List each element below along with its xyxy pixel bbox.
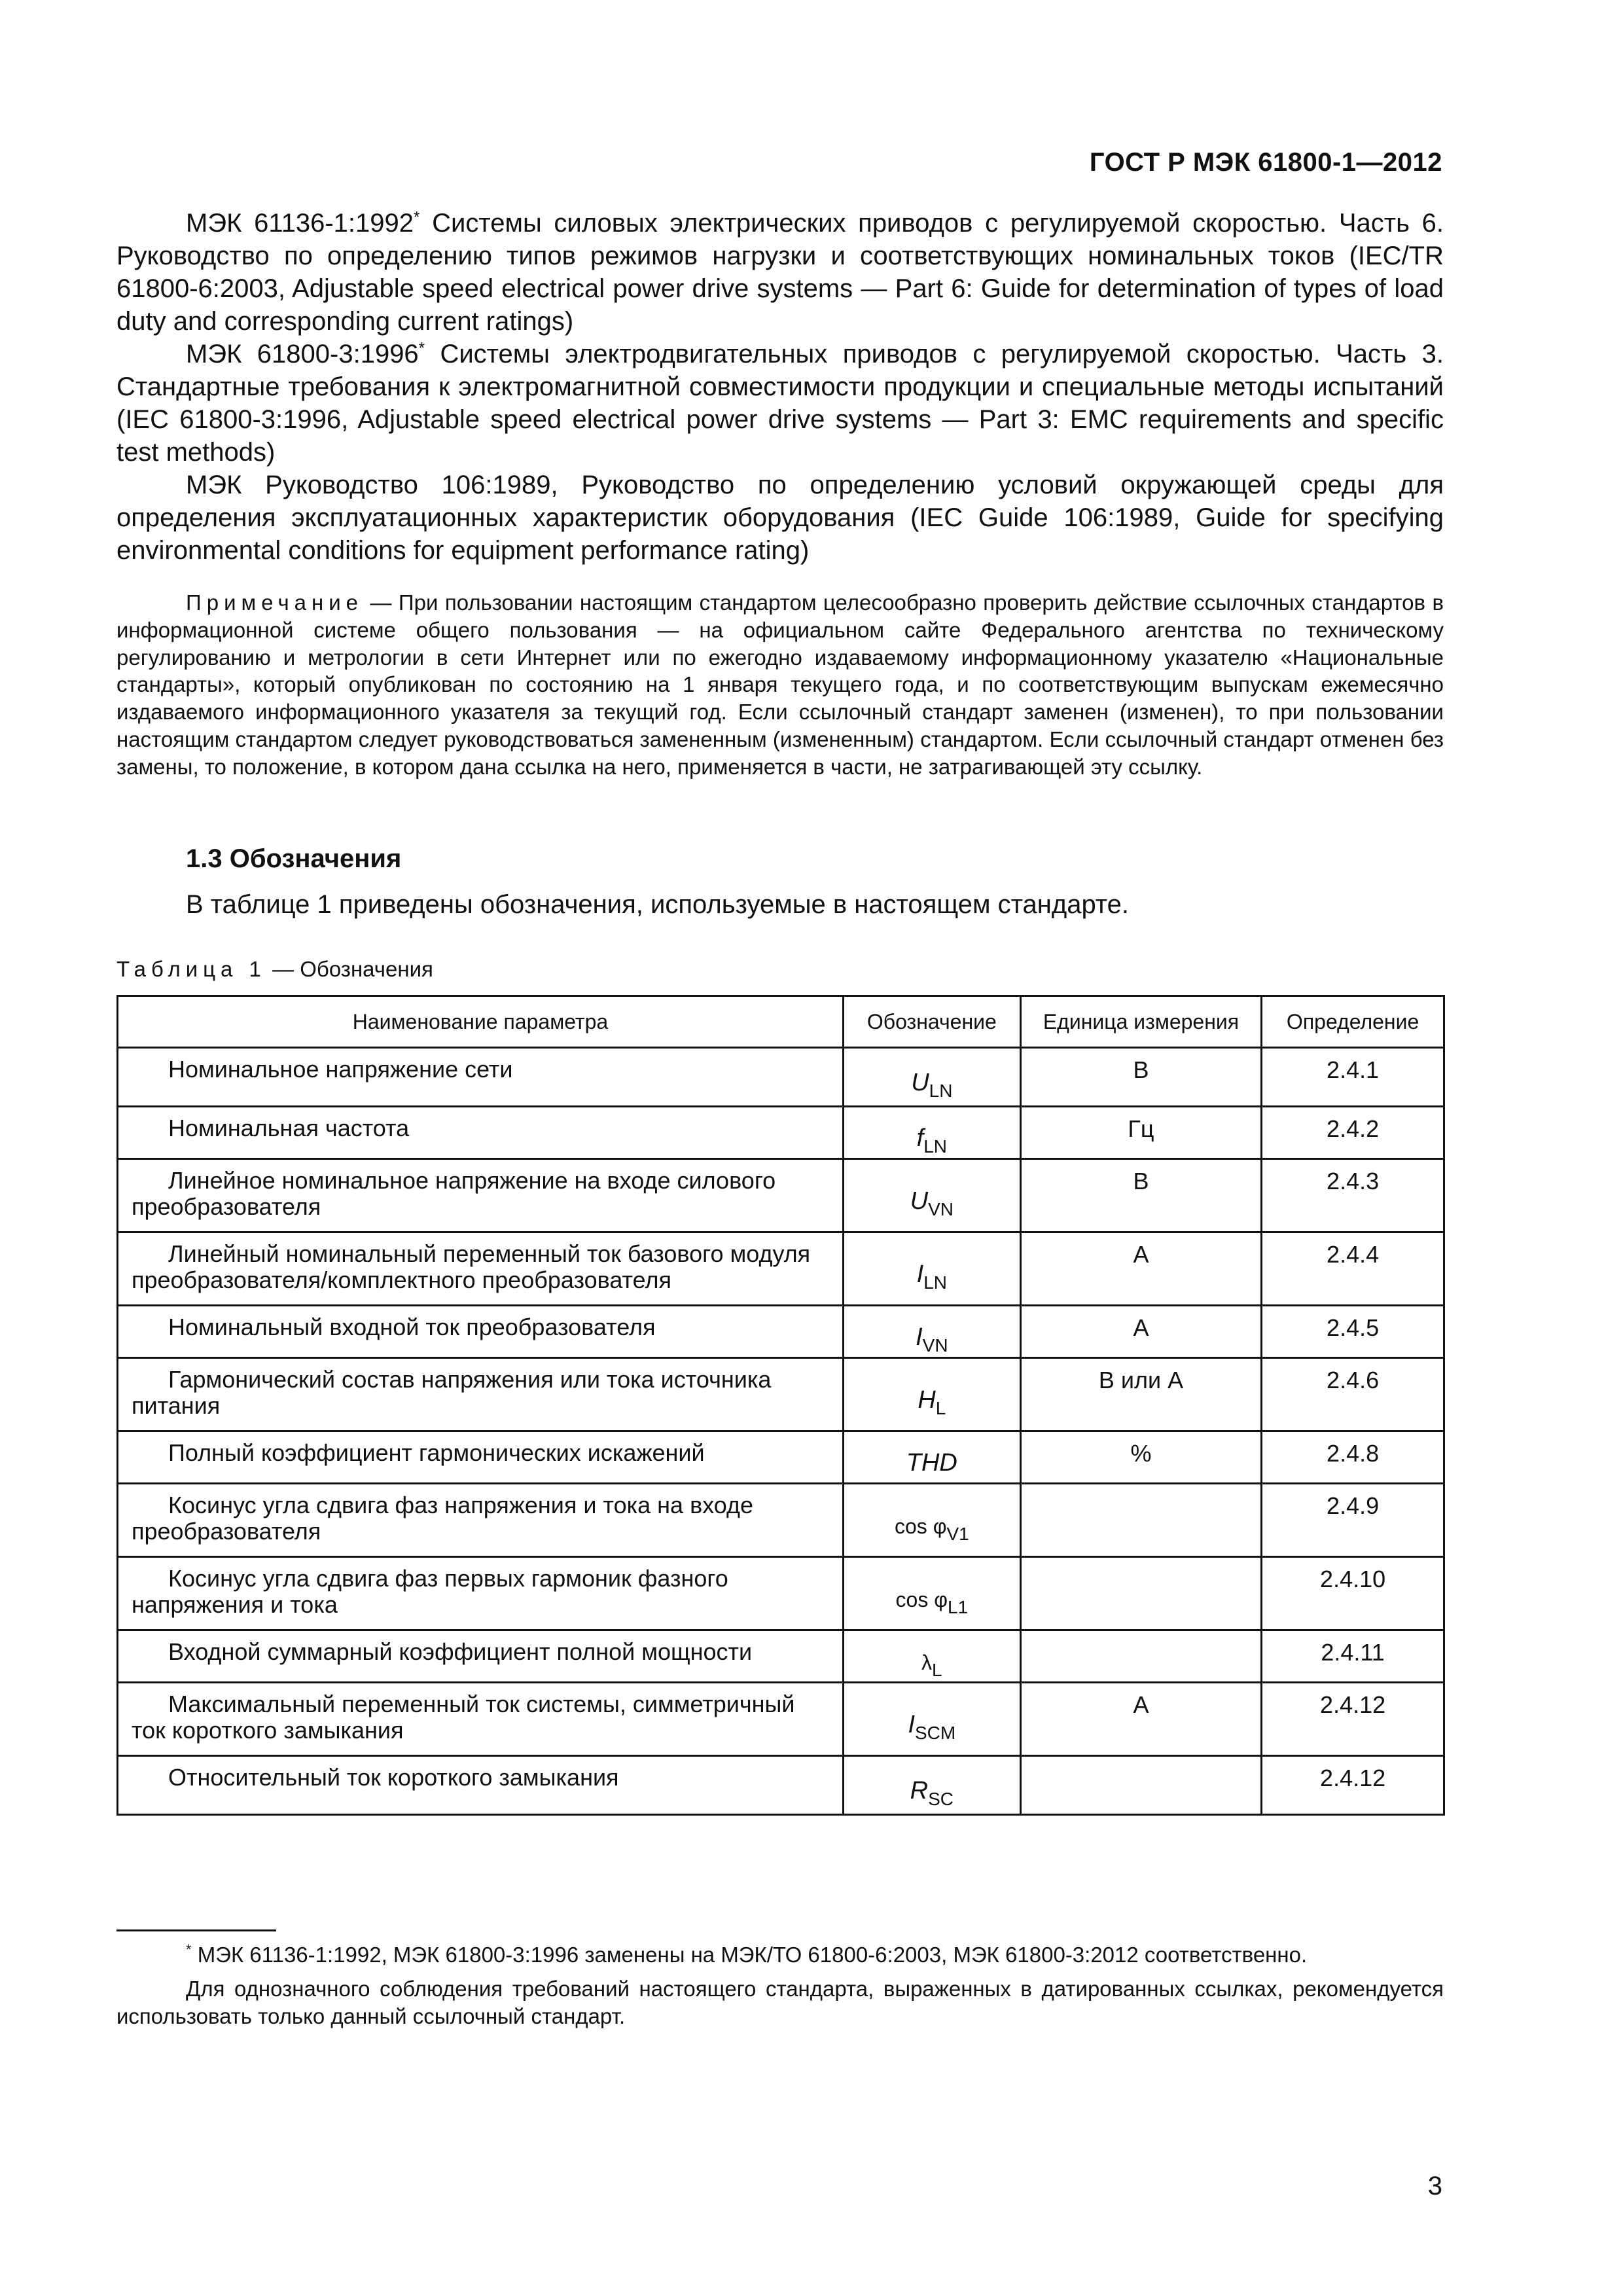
unit-cell: В: [1020, 1048, 1261, 1107]
reference-item: [116, 338, 1444, 469]
parameter-name-cell: Линейный номинальный переменный ток базового модуля преобразователя/комплектного преобразователя: [118, 1232, 844, 1306]
reference-code: МЭК 61800-3:1996: [186, 340, 419, 368]
symbol-main: I: [916, 1261, 924, 1288]
parameter-name-cell: Номинальное напряжение сети: [118, 1048, 844, 1107]
unit-cell: %: [1020, 1431, 1261, 1484]
definition-cell: 2.4.4: [1262, 1232, 1444, 1306]
symbol-subscript: LN: [923, 1136, 948, 1157]
definition-cell: 2.4.2: [1262, 1107, 1444, 1159]
document-header: ГОСТ Р МЭК 61800-1—2012: [1089, 148, 1442, 177]
unit-cell: [1020, 1630, 1261, 1683]
parameter-name-cell: Относительный ток короткого замыкания: [118, 1756, 844, 1815]
header-unit: Единица измерения: [1020, 996, 1261, 1048]
table-caption: [116, 957, 433, 982]
footnote-divider: [116, 1929, 276, 1931]
symbol-main: f: [916, 1124, 924, 1152]
symbol-cell: [843, 1630, 1020, 1683]
table-caption-text: — Обозначения: [266, 957, 433, 981]
table-row: [118, 1232, 1444, 1306]
reference-code: МЭК Руководство 106:1989,: [186, 471, 558, 499]
header-symbol: Обозначение: [843, 996, 1020, 1048]
footnote-item: [116, 1941, 1444, 1969]
parameter-name-cell: Полный коэффициент гармонических искажений: [118, 1431, 844, 1484]
symbol-main: λ: [921, 1651, 933, 1674]
symbol-cell: [843, 1557, 1020, 1630]
table-row: [118, 1358, 1444, 1431]
table-caption-label: Таблица 1: [116, 957, 266, 981]
table-body: [118, 1048, 1444, 1815]
symbol-cell: [843, 1683, 1020, 1756]
symbol-cell: [843, 1431, 1020, 1484]
footnote-mark: *: [414, 208, 420, 226]
parameter-name-cell: Номинальный входной ток преобразователя: [118, 1306, 844, 1358]
definition-cell: 2.4.11: [1262, 1630, 1444, 1683]
unit-cell: [1020, 1557, 1261, 1630]
table-row: [118, 1107, 1444, 1159]
table-row: [118, 1431, 1444, 1484]
footnote-mark: *: [418, 339, 425, 357]
definition-cell: 2.4.8: [1262, 1431, 1444, 1484]
definition-cell: 2.4.6: [1262, 1358, 1444, 1431]
symbol-main: U: [911, 1069, 929, 1096]
footnote-text: МЭК 61136-1:1992, МЭК 61800-3:1996 заменены на МЭК/ТО 61800-6:2003, МЭК 61800-3:2012 соответственно.: [191, 1943, 1308, 1967]
parameter-name-cell: Гармонический состав напряжения или тока источника питания: [118, 1358, 844, 1431]
symbol-cell: [843, 1048, 1020, 1107]
symbol-main: H: [918, 1386, 936, 1414]
unit-cell: А: [1020, 1306, 1261, 1358]
header-definition: Определение: [1262, 996, 1444, 1048]
unit-cell: В или А: [1020, 1358, 1261, 1431]
definition-cell: 2.4.10: [1262, 1557, 1444, 1630]
symbol-cell: [843, 1756, 1020, 1815]
symbol-main: U: [910, 1187, 929, 1215]
symbol-cell: [843, 1358, 1020, 1431]
reference-text: Системы электродвигательных приводов с регулируемой скоростью. Часть 3. Стандартные требования к электромагнитной совместимости продукции и специальные методы испытаний (IEC 61800-3:1996, Adjustable speed electrical power drive systems — Part 3: EMC requirements and specific test methods): [116, 340, 1444, 467]
symbol-cell: [843, 1306, 1020, 1358]
symbol-subscript: LN: [923, 1272, 948, 1293]
normative-references: [116, 207, 1444, 567]
definition-cell: 2.4.1: [1262, 1048, 1444, 1107]
section-intro: В таблице 1 приведены обозначения, используемые в настоящем стандарте.: [186, 890, 1130, 919]
symbol-cell: [843, 1484, 1020, 1557]
note-paragraph: [116, 589, 1444, 781]
table-row: [118, 1048, 1444, 1107]
symbol-main: R: [910, 1777, 929, 1804]
symbol-subscript: SC: [928, 1789, 954, 1809]
parameter-name-cell: Входной суммарный коэффициент полной мощности: [118, 1630, 844, 1683]
table-row: [118, 1159, 1444, 1232]
symbol-main: THD: [906, 1449, 957, 1477]
symbol-cell: [843, 1159, 1020, 1232]
section-title: 1.3 Обозначения: [186, 844, 402, 873]
symbol-cell: [843, 1107, 1020, 1159]
page-number: 3: [1427, 2172, 1442, 2200]
symbol-subscript: L: [935, 1398, 946, 1418]
table-row: [118, 1756, 1444, 1815]
symbol-cell: [843, 1232, 1020, 1306]
footnote-mark: *: [186, 1941, 192, 1958]
reference-text: Системы силовых электрических приводов с регулируемой скоростью. Часть 6. Руководство по определению типов режимов нагрузки и соответствующих номинальных токов (IEC/TR 61800-6:2003, Adjustable speed electrical power drive systems — Part 6: Guide for determination of types of load duty and corresponding current ratings): [116, 209, 1444, 336]
definition-cell: 2.4.12: [1262, 1756, 1444, 1815]
table-row: [118, 1484, 1444, 1557]
symbol-subscript: L: [932, 1660, 942, 1680]
unit-cell: А: [1020, 1232, 1261, 1306]
definition-cell: 2.4.3: [1262, 1159, 1444, 1232]
unit-cell: А: [1020, 1683, 1261, 1756]
reference-item: [116, 469, 1444, 567]
symbol-subscript: L1: [947, 1597, 969, 1617]
parameter-name-cell: Номинальная частота: [118, 1107, 844, 1159]
symbol-subscript: LN: [929, 1081, 953, 1101]
definition-cell: 2.4.12: [1262, 1683, 1444, 1756]
note-label: Примечание: [186, 590, 364, 615]
reference-item: [116, 207, 1444, 338]
symbol-subscript: V1: [946, 1524, 969, 1544]
reference-code: МЭК 61136-1:1992: [186, 209, 414, 238]
symbol-subscript: SCM: [915, 1723, 956, 1743]
table-row: [118, 1557, 1444, 1630]
reference-text: Руководство по определению условий окружающей среды для определения эксплуатационных характеристик оборудования (IEC Guide 106:1989, Guide for specifying environmental conditions for equipment performance rating): [116, 471, 1444, 565]
unit-cell: В: [1020, 1159, 1261, 1232]
table-row: [118, 1683, 1444, 1756]
footnotes: [116, 1941, 1444, 2030]
table-row: [118, 1630, 1444, 1683]
unit-cell: [1020, 1484, 1261, 1557]
symbol-subscript: VN: [922, 1335, 948, 1355]
parameter-name-cell: Косинус угла сдвига фаз напряжения и тока на входе преобразователя: [118, 1484, 844, 1557]
symbol-main: cos φ: [895, 1515, 947, 1538]
header-parameter-name: Наименование параметра: [118, 996, 844, 1048]
symbol-main: I: [908, 1711, 915, 1738]
note-text: — При пользовании настоящим стандартом целесообразно проверить действие ссылочных стандартов в информационной системе общего пользования — на официальном сайте Федерального агентства по техническому регулированию и метрологии в сети Интернет или по ежегодно издаваемому информационному указателю «Национальные стандарты», который опубликован по состоянию на 1 января текущего года, и по соответствующим выпускам ежемесячно издаваемого информационного указателя за текущий год. Если ссылочный стандарт заменен (изменен), то при пользовании настоящим стандартом следует руководствоваться замененным (измененным) стандартом. Если ссылочный стандарт отменен без замены, то положение, в котором дана ссылка на него, применяется в части, не затрагивающей эту ссылку.: [116, 590, 1444, 779]
definition-cell: 2.4.5: [1262, 1306, 1444, 1358]
parameter-name-cell: Косинус угла сдвига фаз первых гармоник фазного напряжения и тока: [118, 1557, 844, 1630]
definition-cell: 2.4.9: [1262, 1484, 1444, 1557]
unit-cell: [1020, 1756, 1261, 1815]
symbol-main: I: [916, 1323, 923, 1351]
parameter-name-cell: Линейное номинальное напряжение на входе силового преобразователя: [118, 1159, 844, 1232]
symbol-subscript: VN: [928, 1199, 954, 1219]
symbol-main: cos φ: [895, 1588, 948, 1611]
parameter-name-cell: Максимальный переменный ток системы, симметричный ток короткого замыкания: [118, 1683, 844, 1756]
symbols-table: [116, 995, 1445, 1816]
unit-cell: Гц: [1020, 1107, 1261, 1159]
footnote-item: Для однозначного соблюдения требований настоящего стандарта, выраженных в датированных ссылках, рекомендуется использовать только данный ссылочный стандарт.: [116, 1977, 1444, 2028]
table-row: [118, 1306, 1444, 1358]
table-header-row: [118, 996, 1444, 1048]
